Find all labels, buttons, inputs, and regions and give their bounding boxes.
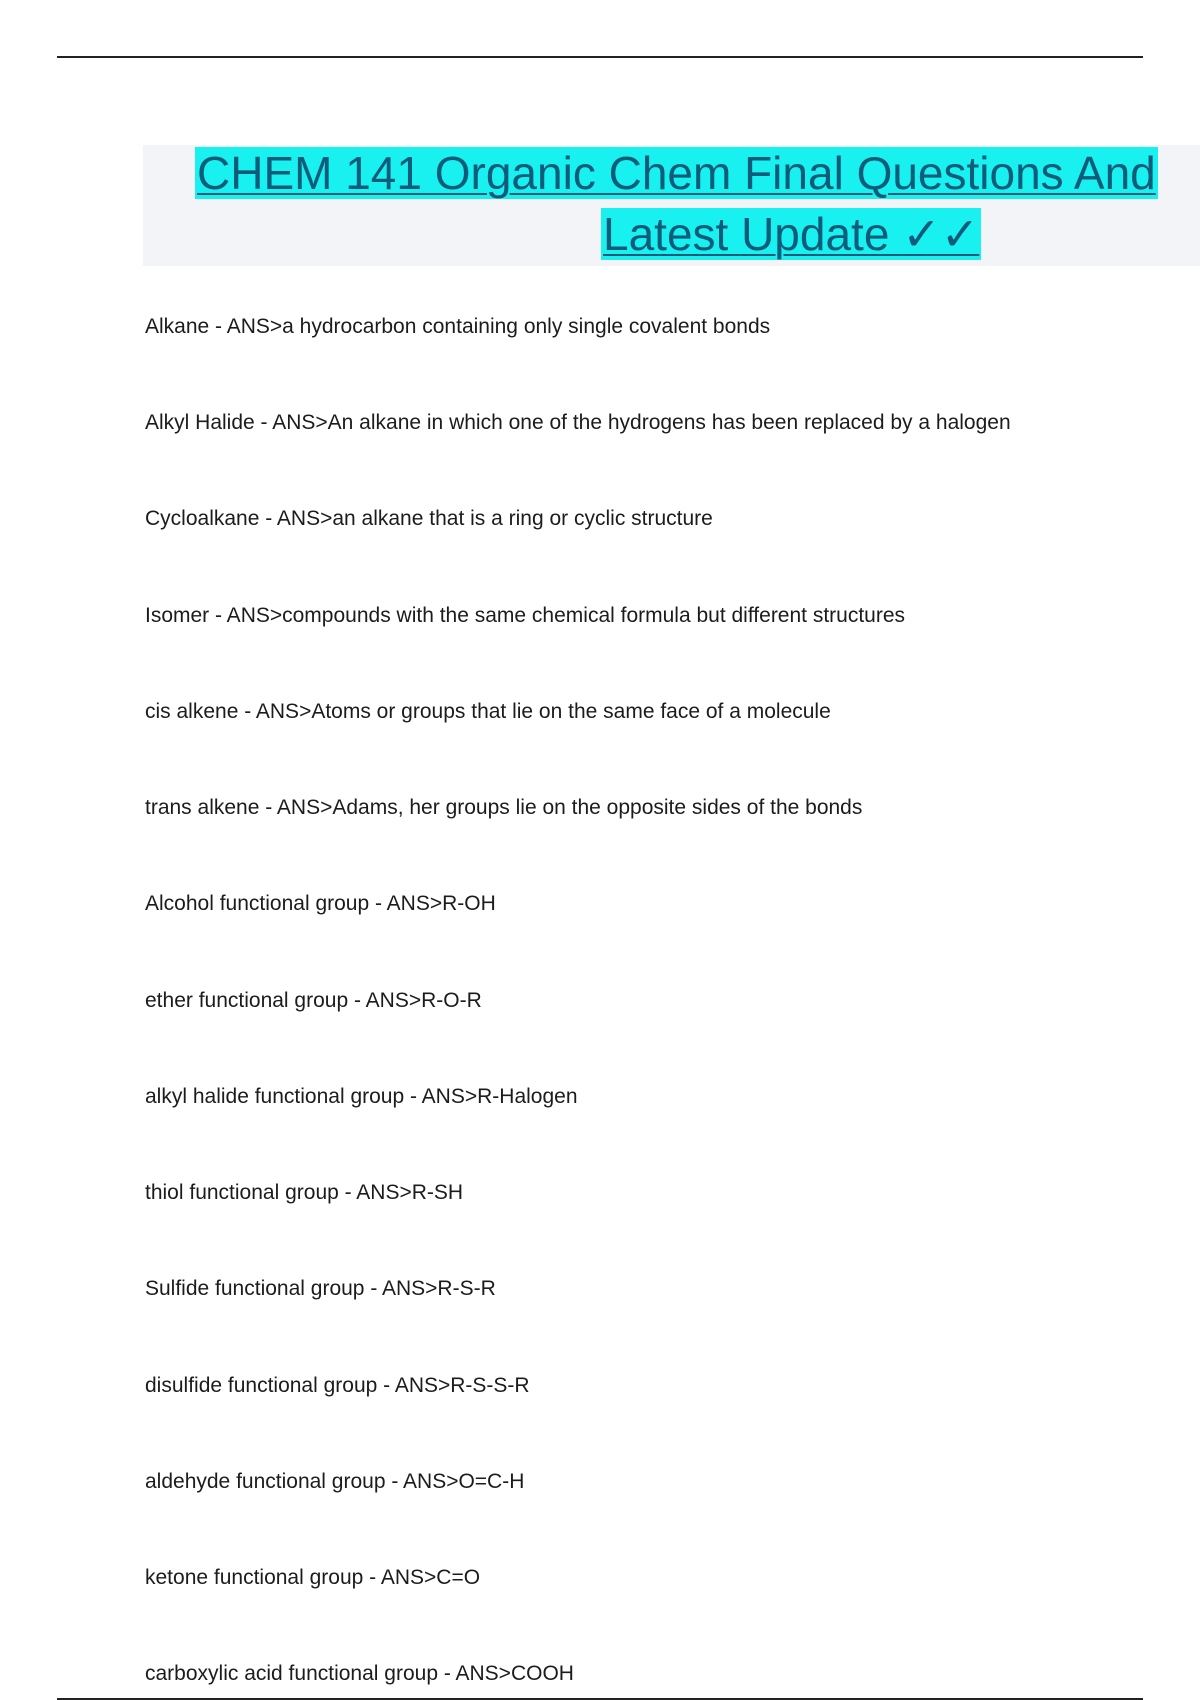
qa-entry: Alkyl Halide - ANS>An alkane in which one of the hydrogens has been replaced by a halogen: [145, 411, 1011, 434]
qa-entry: alkyl halide functional group - ANS>R-Halogen: [145, 1085, 578, 1108]
qa-entry: ketone functional group - ANS>C=O: [145, 1566, 481, 1589]
document-title-line-2: [601, 206, 981, 262]
top-divider: [57, 56, 1143, 58]
title-highlight: Latest Update ✓✓: [603, 208, 980, 260]
qa-entry: disulfide functional group - ANS>R-S-S-R: [145, 1374, 530, 1397]
qa-entry: ether functional group - ANS>R-O-R: [145, 989, 482, 1012]
qa-entry: Isomer - ANS>compounds with the same chemical formula but different structures: [145, 604, 906, 627]
qa-entry: Sulfide functional group - ANS>R-S-R: [145, 1277, 496, 1300]
qa-entry: trans alkene - ANS>Adams, her groups lie on the opposite sides of the bonds: [145, 796, 863, 819]
qa-entry: Cycloalkane - ANS>an alkane that is a ring or cyclic structure: [145, 507, 713, 530]
qa-entry: thiol functional group - ANS>R-SH: [145, 1181, 464, 1204]
title-highlight: CHEM 141 Organic Chem Final Questions And: [197, 147, 1156, 199]
qa-entry: carboxylic acid functional group - ANS>COOH: [145, 1662, 574, 1685]
qa-entry: Alcohol functional group - ANS>R-OH: [145, 892, 496, 915]
title-block: [143, 145, 1200, 266]
qa-entry: aldehyde functional group - ANS>O=C-H: [145, 1470, 525, 1493]
document-title-line-1: [195, 145, 1158, 201]
qa-entry: cis alkene - ANS>Atoms or groups that lie on the same face of a molecule: [145, 700, 831, 723]
qa-entry: Alkane - ANS>a hydrocarbon containing only single covalent bonds: [145, 315, 771, 338]
